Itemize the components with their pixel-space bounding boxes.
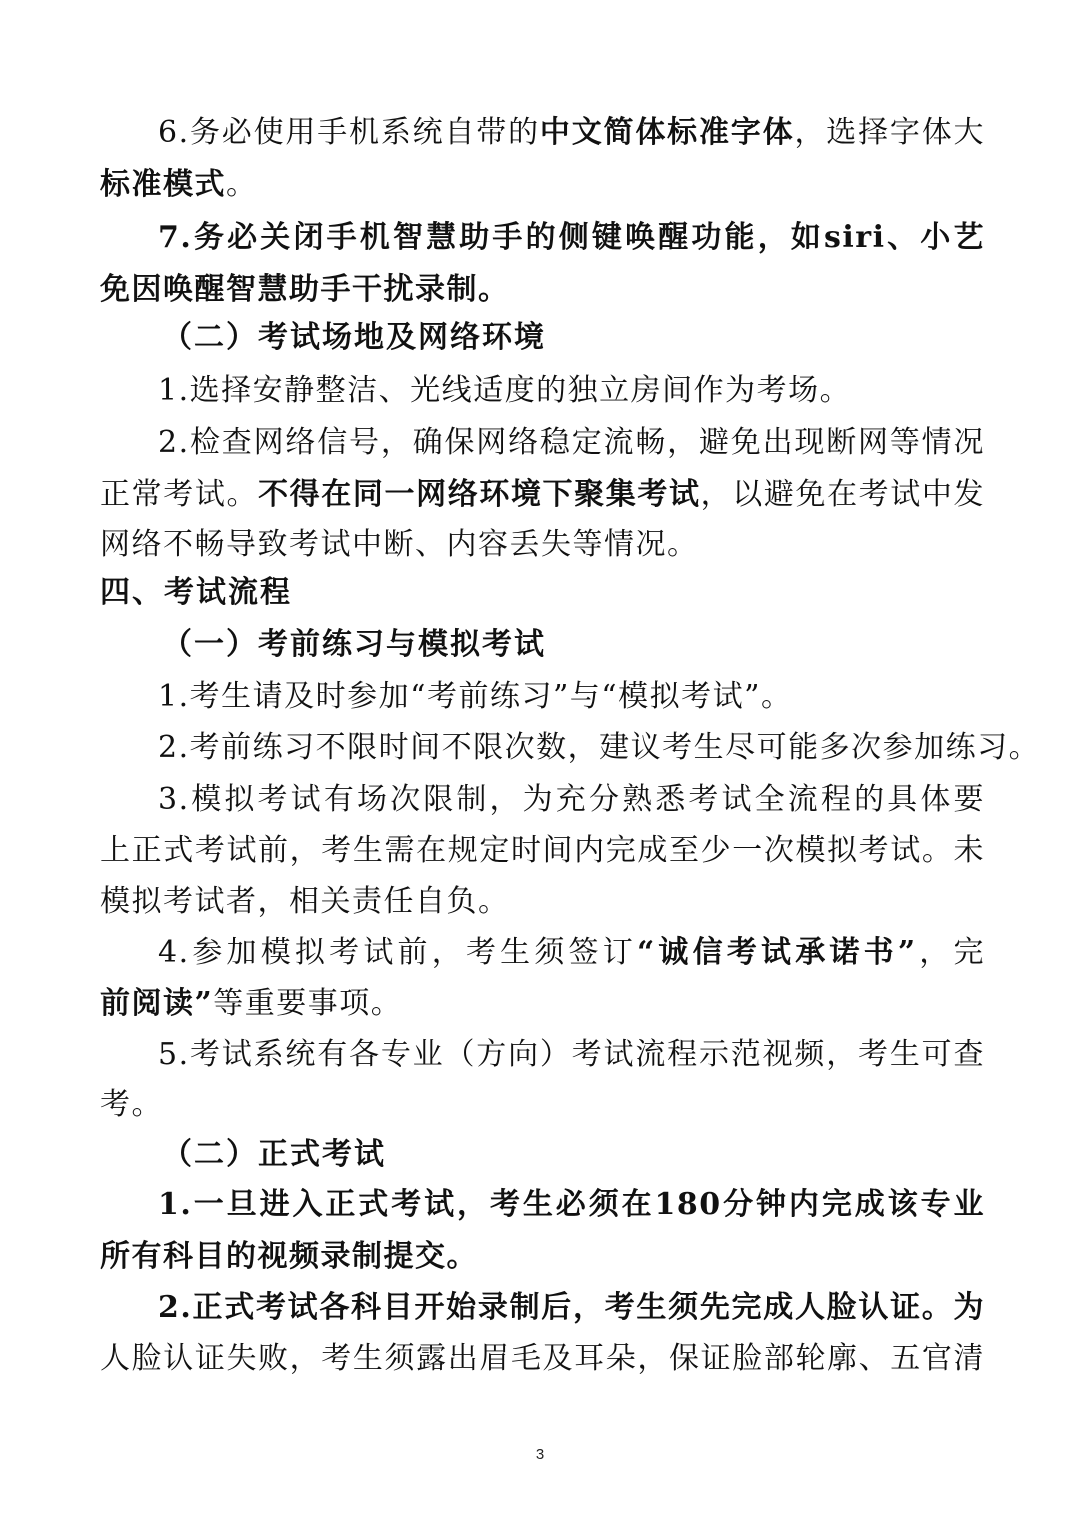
text-span: 所有科目的视频录制提交。: [100, 1239, 478, 1274]
heading-text: （一）考前练习与模拟考试: [162, 627, 546, 662]
section-heading-venue: [162, 318, 982, 358]
text-span: 6.务必使用手机系统自带的: [158, 115, 540, 150]
text-span: 5.考试系统有各专业（方向）考试流程示范视频，考生可查: [158, 1037, 985, 1072]
section-heading-formal-exam: [162, 1135, 982, 1175]
text-span: 4.参加模拟考试前，考生须签订: [158, 935, 637, 970]
emphasis-span: 前阅读”: [100, 986, 214, 1021]
text-span: 1.选择安静整洁、光线适度的独立房间作为考场。: [158, 373, 852, 408]
paragraph-practice-4-line-1: [158, 933, 985, 973]
paragraph-venue-1: [158, 371, 985, 411]
paragraph-venue-2-line-3: [100, 525, 985, 565]
paragraph-7-line-1: [158, 218, 985, 258]
paragraph-formal-2-line-1: [158, 1288, 985, 1328]
paragraph-practice-3-line-3: [100, 882, 985, 922]
text-span: 。: [226, 167, 258, 202]
text-span: 2.正式考试各科目开始录制后，考生须先完成人脸认证。为: [158, 1290, 985, 1325]
text-span: 正常考试。: [100, 477, 259, 512]
emphasis-span: 中文简体标准字体: [539, 115, 795, 150]
text-span: 网络不畅导致考试中断、内容丢失等情况。: [100, 527, 699, 562]
text-span: 3.模拟考试有场次限制，为充分熟悉考试全流程的具体要: [158, 782, 985, 817]
heading-text: （二）考试场地及网络环境: [162, 320, 546, 355]
text-span: 2.检查网络信号，确保网络稳定流畅，避免出现断网等情况: [158, 425, 985, 460]
text-span: 1.一旦进入正式考试，考生必须在180分钟内完成该专业: [158, 1187, 985, 1222]
paragraph-venue-2-line-2: [100, 475, 985, 515]
text-span: 7.务必关闭手机智慧助手的侧键唤醒功能，如siri、小艺: [158, 220, 985, 255]
paragraph-practice-3-line-2: [100, 831, 985, 871]
page-number: 3: [535, 1446, 545, 1463]
paragraph-practice-5-line-2: [100, 1085, 985, 1125]
paragraph-6-line-1: [158, 113, 985, 153]
text-span: ，选择字体大: [794, 115, 985, 150]
emphasis-span: 不得在同一网络环境下聚集考试: [258, 477, 701, 512]
paragraph-6-line-2: [100, 165, 985, 205]
text-span: 上正式考试前，考生需在规定时间内完成至少一次模拟考试。未: [100, 833, 985, 868]
text-span: ，以避免在考试中发: [700, 477, 985, 512]
text-span: 等重要事项。: [213, 986, 403, 1021]
paragraph-practice-1: [158, 677, 985, 717]
paragraph-practice-4-line-2: [100, 984, 985, 1024]
paragraph-7-line-2: [100, 270, 985, 310]
text-span: ，完: [916, 935, 985, 970]
heading-text: （二）正式考试: [162, 1137, 386, 1172]
paragraph-formal-1-line-2: [100, 1237, 985, 1277]
section-heading-practice: [162, 625, 982, 665]
paragraph-practice-3-line-1: [158, 780, 985, 820]
emphasis-span: “诚信考试承诺书”: [636, 935, 917, 970]
text-span: 模拟考试者，相关责任自负。: [100, 884, 510, 919]
text-span: 考。: [100, 1087, 163, 1122]
paragraph-practice-2: [158, 728, 1041, 768]
text-span: 免因唤醒智慧助手干扰录制。: [100, 272, 510, 307]
text-span: 1.考生请及时参加“考前练习”与“模拟考试”。: [158, 679, 793, 714]
paragraph-formal-2-line-2: [100, 1339, 985, 1379]
text-span: 人脸认证失败，考生须露出眉毛及耳朵，保证脸部轮廓、五官清: [100, 1341, 985, 1376]
chapter-heading-exam-process: [100, 573, 985, 613]
paragraph-venue-2-line-1: [158, 423, 985, 463]
text-span: 2.考前练习不限时间不限次数，建议考生尽可能多次参加练习。: [158, 730, 1041, 765]
heading-text: 四、考试流程: [100, 575, 292, 610]
emphasis-span: 标准模式: [100, 167, 226, 202]
paragraph-practice-5-line-1: [158, 1035, 985, 1075]
paragraph-formal-1-line-1: [158, 1185, 985, 1225]
